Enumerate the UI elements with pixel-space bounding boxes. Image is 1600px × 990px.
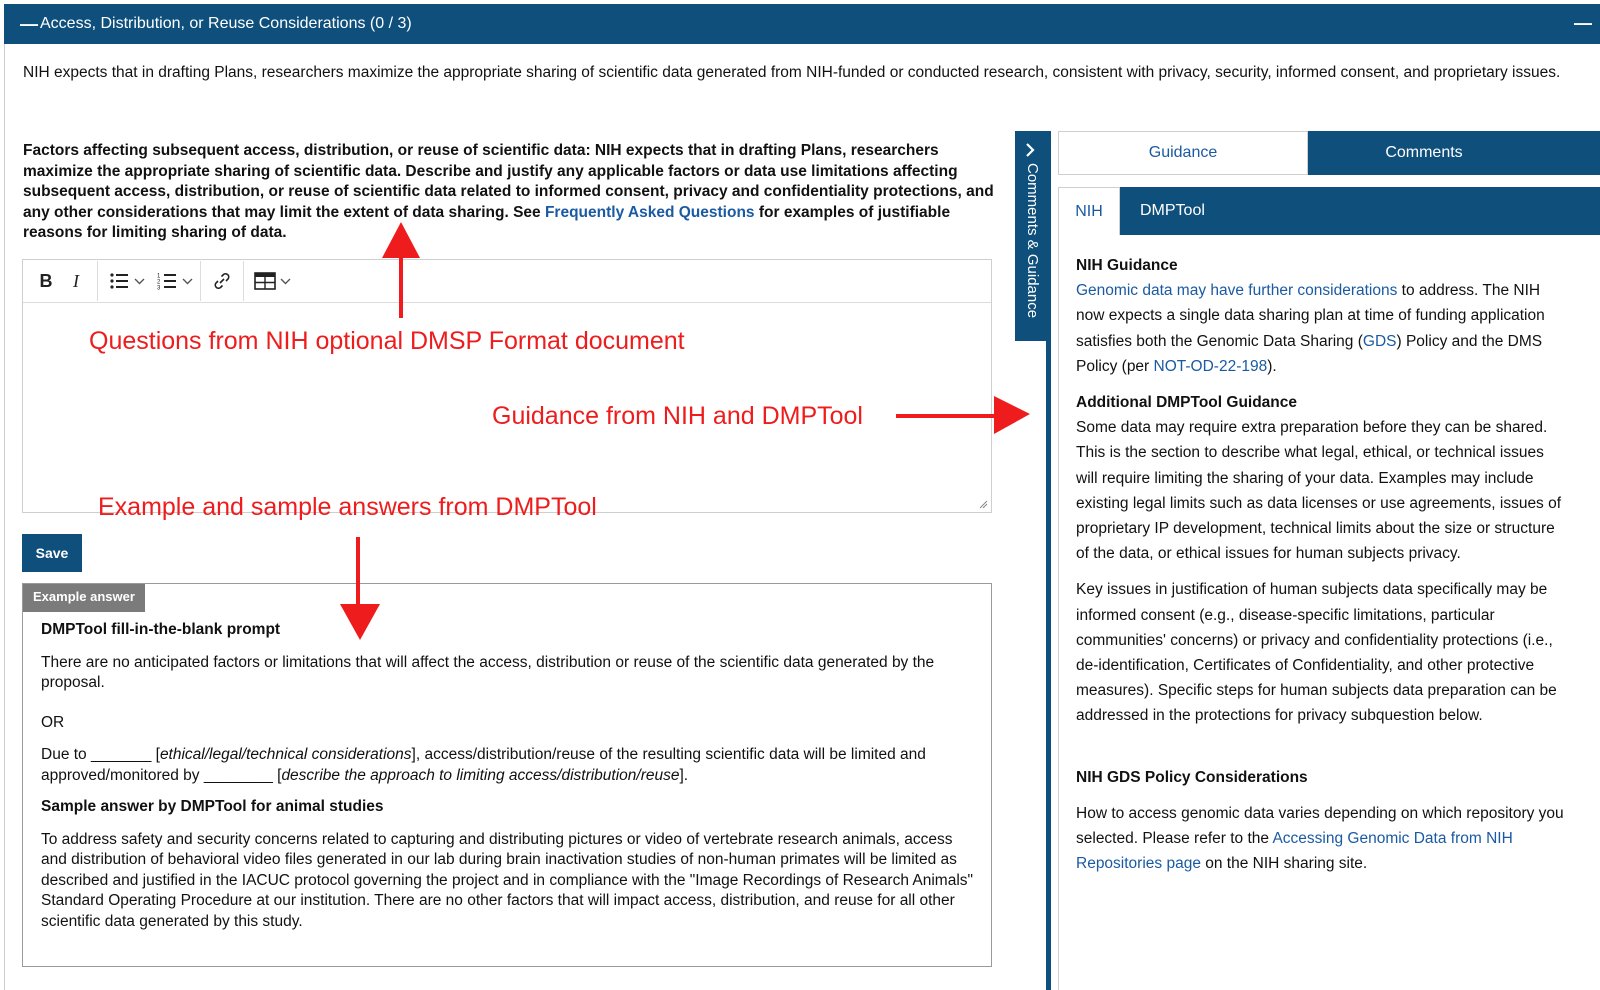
dmptool-guidance-text-2: Key issues in justification of human subjects data specifically may be informed consent (e.g., disease-specific limitations, particular communities' concerns) or privacy and confidentiality protections (i.e., de-identification, Certificates of Confidentiality, and other protective measures). Specific steps for human subjects data preparation can be addressed in the protections for privacy subquestion below. <box>1076 581 1557 725</box>
nih-guidance-heading: NIH Guidance <box>1076 257 1178 274</box>
faq-link[interactable]: Frequently Asked Questions <box>544 203 755 221</box>
genomic-link[interactable]: Genomic data may have further considerations <box>1076 282 1398 300</box>
svg-text:3: 3 <box>157 285 161 290</box>
svg-text:1: 1 <box>157 273 161 280</box>
question-heading: Factors affecting subsequent access, distribution, or reuse of scientific data <box>23 142 586 159</box>
bold-button[interactable]: B <box>39 270 53 291</box>
collapse-right-icon[interactable]: — <box>1574 13 1592 33</box>
tab-guidance[interactable]: Guidance <box>1058 131 1308 175</box>
example-italic: ethical/legal/technical considerations <box>159 746 412 763</box>
annotation-questions: Questions from NIH optional DMSP Format document <box>89 327 685 355</box>
accessing-genomic-link[interactable]: Accessing Genomic Data from NIH Repositories page <box>1076 830 1513 873</box>
save-button[interactable]: Save <box>22 534 82 572</box>
nih-text: to address. The NIH now expects a single data sharing plan at time of funding application satisfies both the Genomic Data Sharing ( <box>1076 282 1545 350</box>
example-italic: describe the approach to limiting access/distribution/reuse <box>281 766 680 784</box>
example-or: OR <box>41 713 65 731</box>
question-tail: for examples of justifiable reasons for limiting sharing of data. <box>23 203 951 241</box>
example-text: ]. <box>679 766 689 784</box>
example-sample-paragraph: To address safety and security concerns related to capturing and distributing pictures or video of vertebrate research animals, access and distribution of behavioral video files generated in our lab during brain inactivation studies of non-human primates will be limited as described and justified in the IACUC protocol governing the project and in compliance with the "Image Recordings of Research Animals" Standard Operating Procedure at our institution. There are no other factors that will impact access, distribution, and reuse for all other scientific data generated by this study. <box>41 830 974 930</box>
tab-nih[interactable]: NIH <box>1058 187 1120 235</box>
gds-heading: NIH GDS Policy Considerations <box>1076 768 1308 786</box>
collapse-icon[interactable]: — <box>20 13 38 34</box>
example-text: Due to _______ [ <box>41 746 160 763</box>
example-heading-prompt: DMPTool fill-in-the-blank prompt <box>41 621 281 638</box>
question-body: : NIH expects that in drafting Plans, researchers maximize the appropriate sharing of scientific data. Describe and justify any applicable factors or data use limitations affecting subsequent access, distribution, or reuse of scientific data related to informed consent, privacy and confidentiality protections, and any other considerations that may limit the extent of data sharing. See <box>23 142 994 221</box>
section-title[interactable]: Access, Distribution, or Reuse Considerations (0 / 3) <box>40 15 412 32</box>
side-tab-label[interactable]: Comments & Guidance <box>1024 163 1041 319</box>
dmptool-guidance-text: Some data may require extra preparation before they can be shared. This is the section to describe what legal, ethical, or technical issues will require limiting the sharing of your data. Examples may include existing legal limits such as data licenses or use agreements, issues of proprietary IP development, technical limits about the size or structure of the data, or ethical issues for human subjects privacy. <box>1076 419 1562 563</box>
example-answer-tag: Example answer <box>23 584 145 612</box>
arrow-up <box>382 222 420 318</box>
example-text: ], access/distribution/reuse of the resulting scientific data will be limited and approved/monitored by ________ [ <box>41 746 926 784</box>
gds-text-1: How to access genomic data varies depending on which repository you selected. Please refer to the <box>1076 804 1564 848</box>
arrow-right <box>896 396 1030 434</box>
dmptool-guidance-heading: Additional DMPTool Guidance <box>1076 394 1298 412</box>
annotation-guidance: Guidance from NIH and DMPTool <box>492 402 863 430</box>
arrow-down <box>340 537 380 640</box>
example-paragraph: There are no anticipated factors or limitations that will affect the access, distribution or reuse of the scientific data generated by the proposal. <box>41 653 935 691</box>
example-heading-sample: Sample answer by DMPTool for animal studies <box>41 798 384 815</box>
tab-dmptool[interactable]: DMPTool <box>1140 202 1205 219</box>
nih-text: ) Policy and the DMS Policy (per <box>1076 332 1543 375</box>
intro-text: NIH expects that in drafting Plans, researchers maximize the appropriate sharing of scientific data generated from NIH-funded or conducted research, consistent with privacy, security, informed consent, and proprietary issues. <box>23 64 1561 81</box>
not-od-link[interactable]: NOT-OD-22-198 <box>1153 357 1268 375</box>
gds-text-2: on the NIH sharing site. <box>1200 855 1368 873</box>
gds-link[interactable]: GDS <box>1362 332 1397 350</box>
tab-comments[interactable]: Comments <box>1308 131 1600 175</box>
annotation-examples: Example and sample answers from DMPTool <box>98 493 597 521</box>
nih-text: ). <box>1267 357 1277 375</box>
italic-button[interactable]: I <box>73 270 79 291</box>
svg-text:2: 2 <box>157 279 161 286</box>
